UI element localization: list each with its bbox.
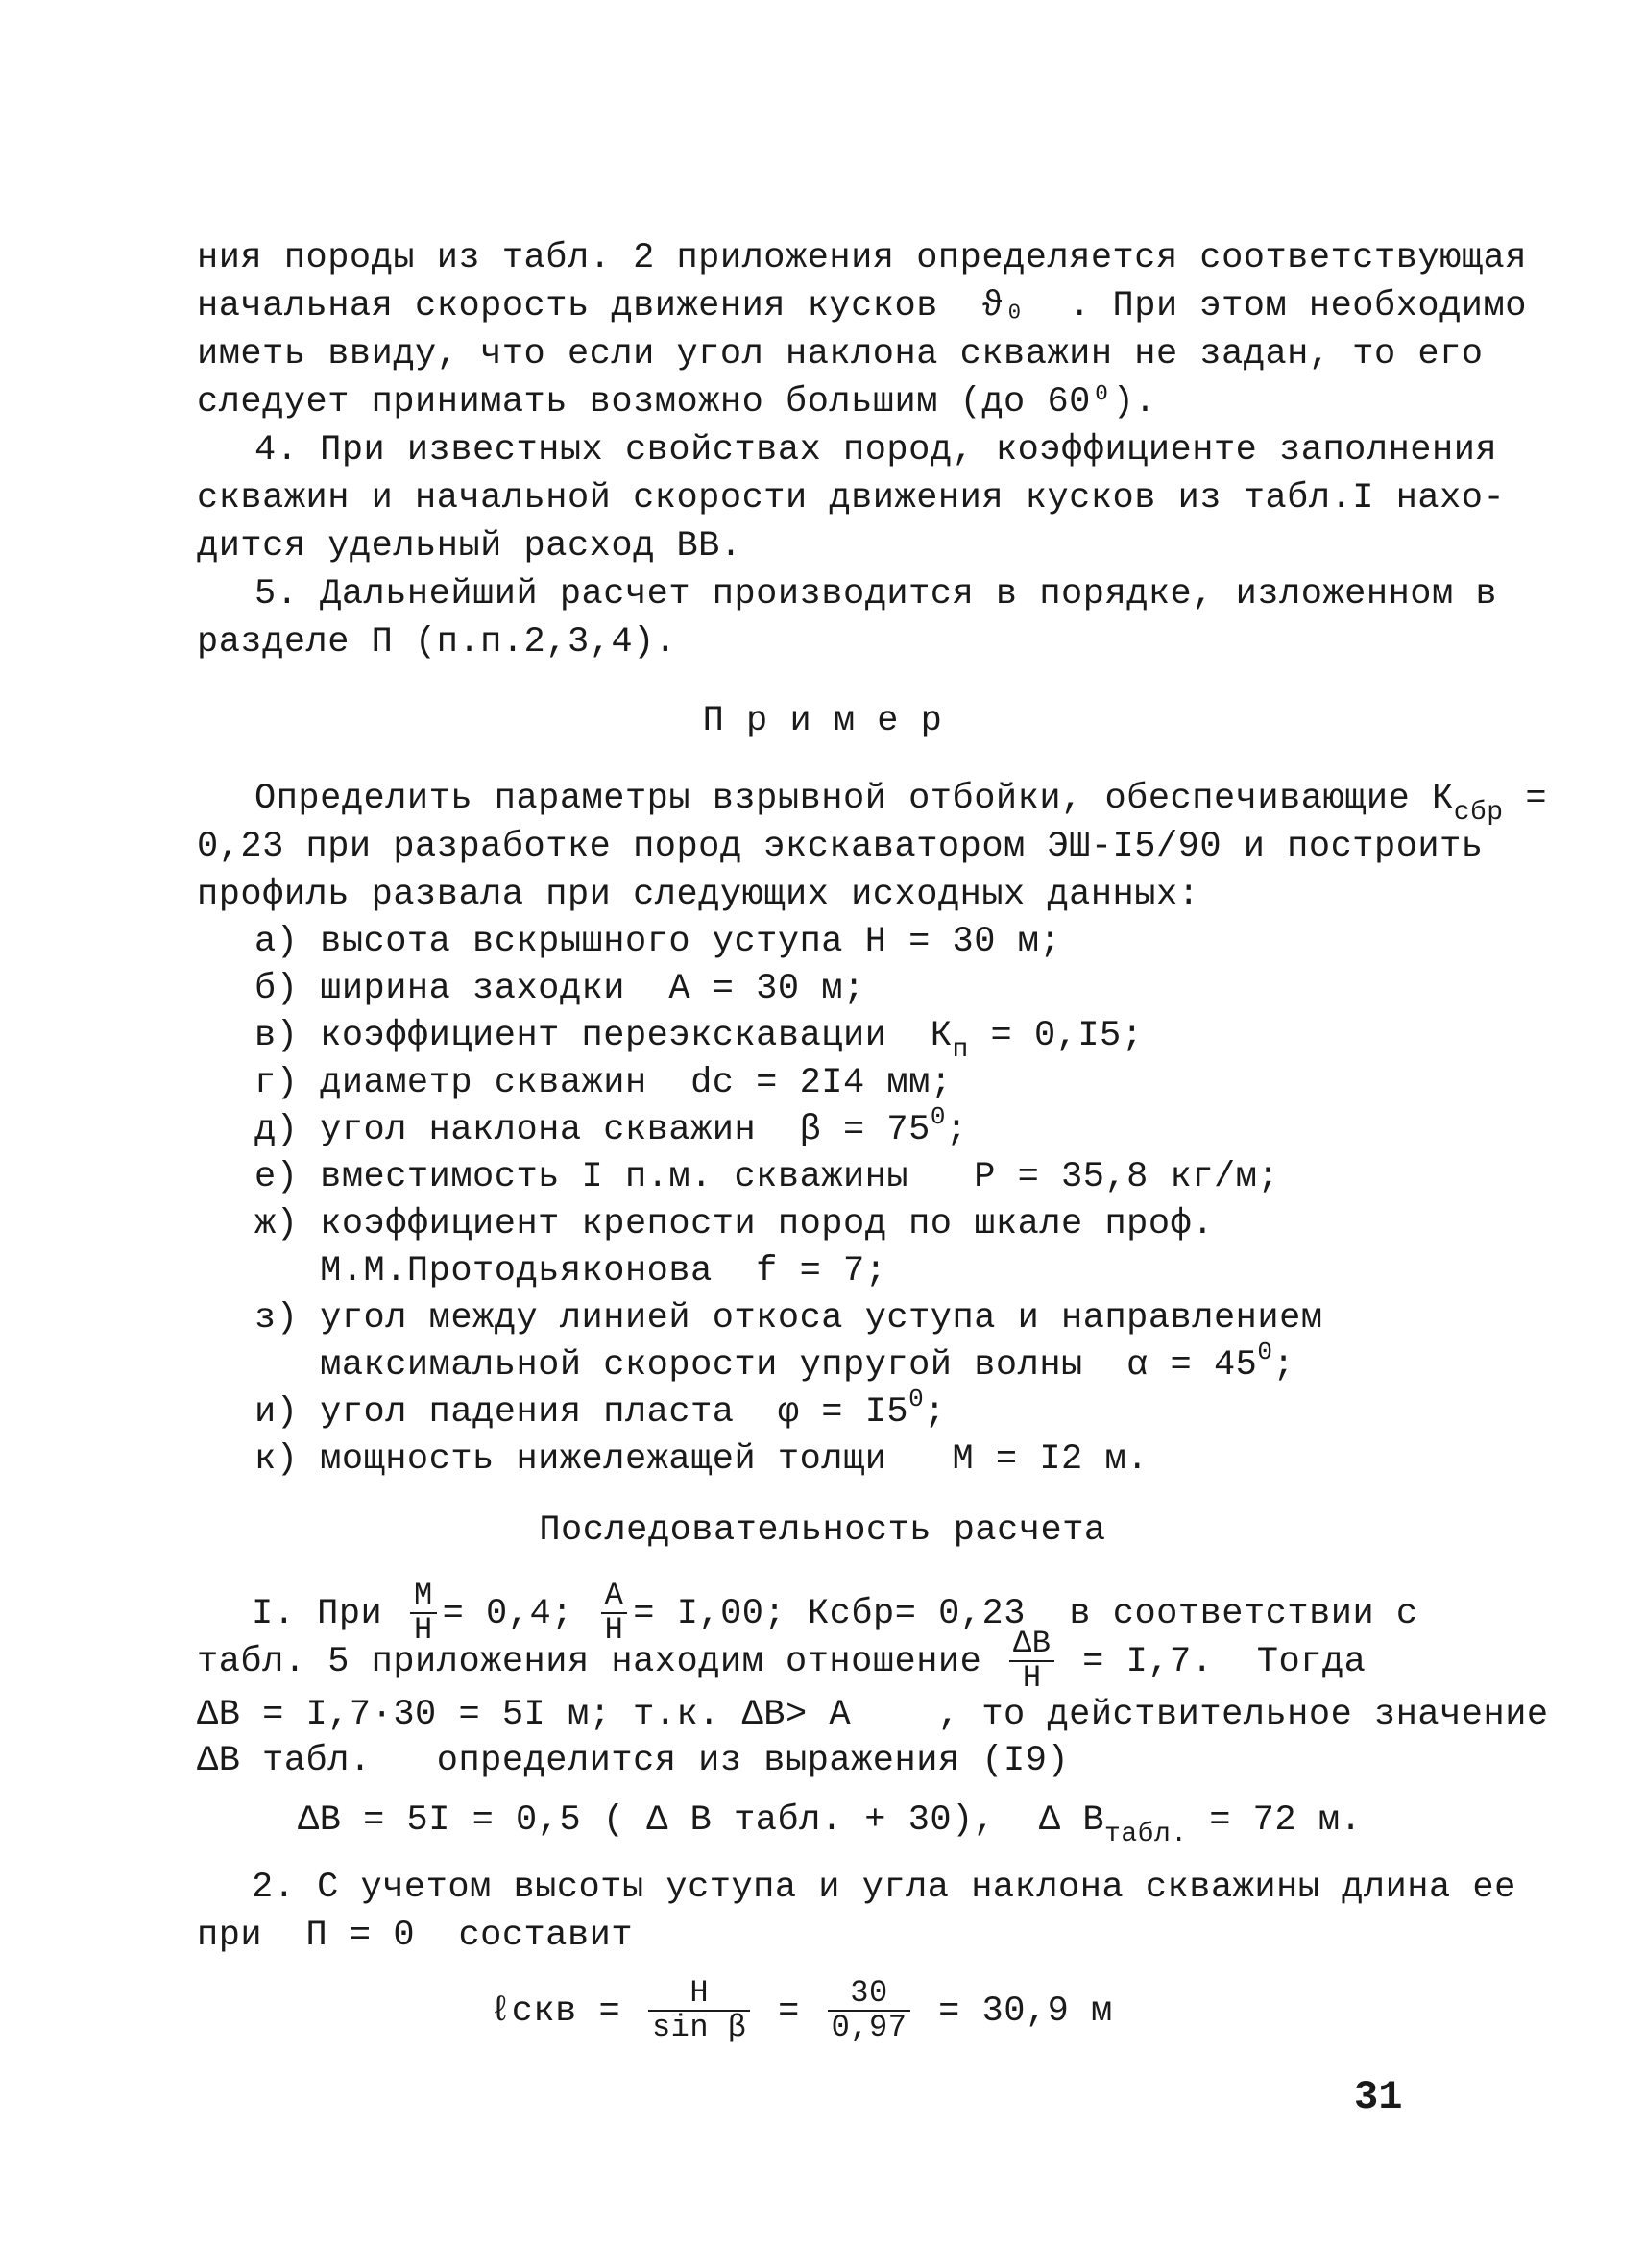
list-item: М.М.Протодьяконова f = 7; [254,1251,887,1291]
calc2-line2: при П = 0 составит [197,1916,634,1956]
list-item: б) ширина заходки А = 30 м; [254,969,865,1009]
calc1-formula: ΔВ = 5I = 0,5 ( Δ В табл. + 30), Δ $В_{табл.} = 72$ м. [298,1800,1363,1849]
example-intro-line: 0,23 при разработке пород экскаватором ЭШ-I5/90 и построить [197,827,1484,867]
page-number: 31 [1354,2074,1403,2120]
item5-line: разделе П (п.п.2,3,4). [197,622,677,663]
list-item: а) высота вскрышного уступа Н = 30 м; [254,922,1062,962]
item4-line: скважин и начальной скорости движения кусков из табл.I нахо- [197,478,1506,519]
list-item: в) коэффициент переэкскавации $К_п = 0,I5$; [254,1016,1144,1065]
calc1-line3: ΔВ = I,7·30 = 5I м; т.к. ΔВ> А , то действительное значение [197,1695,1549,1735]
example-intro-line: профиль развала при следующих исходных данных: [197,875,1200,915]
fraction: $\frac{А}{Н}$ [601,1580,628,1647]
calc2-line1: 2. С учетом высоты уступа и угла наклона скважины длина ее [252,1868,1516,1908]
item4-line: 4. При известных свойствах пород, коэффициенте заполнения [254,430,1498,470]
list-item: и) угол падения пласта $\varphi = I5^0$; [254,1385,946,1433]
list-item: ж) коэффициент крепости пород по шкале проф. [254,1204,1214,1244]
list-item: максимальной скорости упругой волны $\alpha = 45^0$; [254,1338,1295,1386]
list-item: к) мощность нижележащей толщи М = I2 м. [254,1439,1149,1480]
calc1-line4: ΔВ табл. определится из выражения (I9) [197,1741,1070,1781]
fraction: $\frac{Н}{\text{sin β}}$ [648,1977,751,2044]
intro-line: иметь ввиду, что если угол наклона скважин не задан, то его [197,334,1484,374]
item4-line: дится удельный расход ВВ. [197,526,742,567]
sequence-heading: Последовательность расчета [539,1510,1106,1551]
fraction: $\frac{М}{Н}$ [410,1580,437,1647]
intro-line: ния породы из табл. 2 приложения определяется соответствующая [197,238,1527,278]
fraction: $\frac{30}{0,97}$ [828,1977,911,2044]
list-item: д) угол наклона скважин $\beta = 75^0$; [254,1102,968,1150]
calc1-line1: I. При $\frac{М}{Н}$ = 0,4; $\frac{А}{Н}$ = I,00; Ксбр= 0,23 в соответствии с [252,1578,1418,1648]
list-item: з) угол между линией откоса уступа и направлением [254,1298,1323,1339]
intro-line: следует принимать возможно большим (до 60⁰). [197,382,1157,422]
intro-line: начальная скорость движения кусков ϑ₀ . При этом необходимо [197,286,1527,326]
calc1-line2: табл. 5 приложения находим отношение $\frac{\Delta В}{Н}$ = I,7. Тогда [197,1626,1367,1696]
calc2-formula: ℓскв = $\frac{Н}{\text{sin β}}$ = $\frac{30}{0,97}$ = 30,9 м [490,1975,1113,2046]
example-heading: П р и м е р [702,701,943,741]
list-item: г) диаметр скважин dс = 2I4 мм; [254,1063,953,1103]
example-intro-line: Определить параметры взрывной отбойки, обеспечивающие $К_{сбр}$ = [254,779,1548,828]
list-item: е) вместимость I п.м. скважины Р = 35,8 кг/м; [254,1157,1280,1197]
fraction: $\frac{\Delta В}{Н}$ [1009,1628,1054,1695]
item5-line: 5. Дальнейший расчет производится в порядке, изложенном в [254,574,1498,615]
